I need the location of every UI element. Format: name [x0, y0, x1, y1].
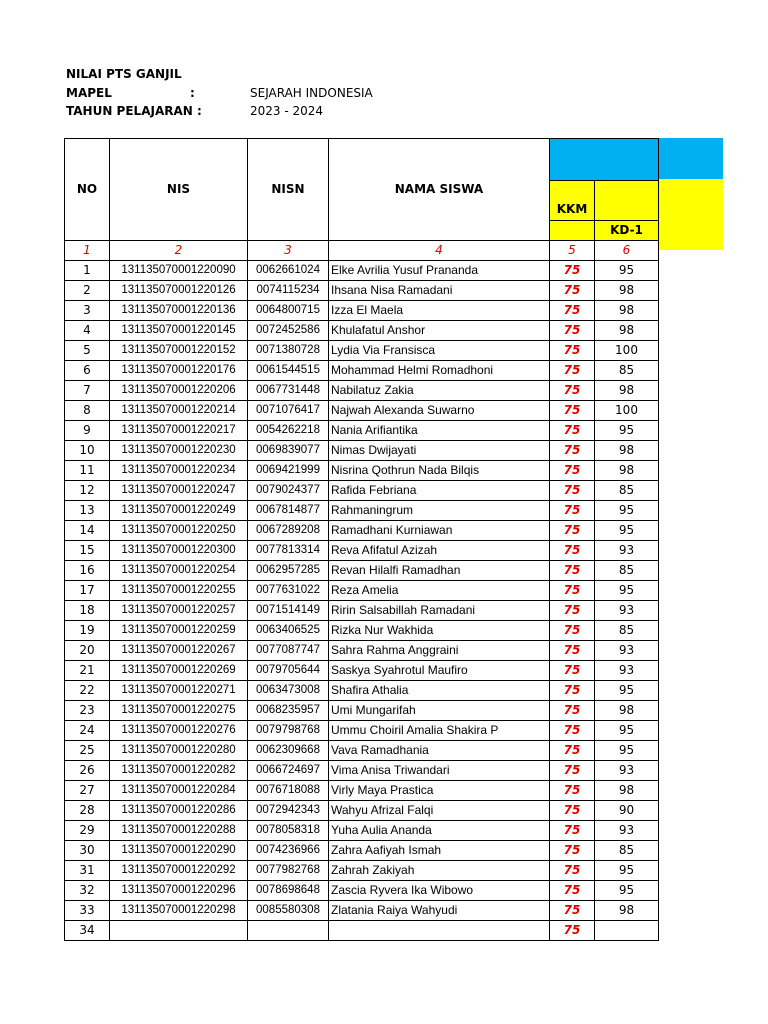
student-name-cell: Elke Avrilia Yusuf Prananda — [329, 261, 550, 281]
col-header-nisn: NISN — [248, 139, 329, 241]
index-cell: 3 — [248, 241, 329, 261]
table-row — [65, 601, 659, 621]
row-number: 13 — [65, 501, 110, 521]
nis-cell: 131135070001220280 — [110, 741, 248, 761]
table-row — [65, 721, 659, 741]
row-number: 11 — [65, 461, 110, 481]
score-cell: 95 — [595, 741, 659, 761]
student-name-cell: Khulafatul Anshor — [329, 321, 550, 341]
nis-cell: 131135070001220214 — [110, 401, 248, 421]
student-name-cell: Sahra Rahma Anggraini — [329, 641, 550, 661]
kkm-cell: 75 — [550, 501, 595, 521]
table-row — [65, 501, 659, 521]
kkm-cell: 75 — [550, 361, 595, 381]
row-number: 17 — [65, 581, 110, 601]
student-name-cell: Umi Mungarifah — [329, 701, 550, 721]
grades-table — [64, 138, 659, 941]
student-name-cell: Ramadhani Kurniawan — [329, 521, 550, 541]
student-name-cell: Zahra Aafiyah Ismah — [329, 841, 550, 861]
table-row — [65, 761, 659, 781]
nisn-cell: 0079024377 — [248, 481, 329, 501]
score-cell: 95 — [595, 881, 659, 901]
nis-cell: 131135070001220275 — [110, 701, 248, 721]
index-cell: 4 — [329, 241, 550, 261]
nisn-cell: 0064800715 — [248, 301, 329, 321]
table-row — [65, 261, 659, 281]
kkm-cell: 75 — [550, 781, 595, 801]
table-row — [65, 561, 659, 581]
nisn-cell: 0062309668 — [248, 741, 329, 761]
kkm-cell: 75 — [550, 881, 595, 901]
score-cell: 95 — [595, 861, 659, 881]
kkm-cell: 75 — [550, 801, 595, 821]
score-cell: 98 — [595, 461, 659, 481]
row-number: 16 — [65, 561, 110, 581]
student-name-cell: Reza Amelia — [329, 581, 550, 601]
nis-cell: 131135070001220269 — [110, 661, 248, 681]
nisn-cell: 0067289208 — [248, 521, 329, 541]
nis-cell: 131135070001220290 — [110, 841, 248, 861]
table-row — [65, 641, 659, 661]
nisn-cell: 0077087747 — [248, 641, 329, 661]
table-row — [65, 541, 659, 561]
nis-cell: 131135070001220259 — [110, 621, 248, 641]
table-row — [65, 821, 659, 841]
row-number: 26 — [65, 761, 110, 781]
score-cell: 95 — [595, 521, 659, 541]
kkm-cell: 75 — [550, 441, 595, 461]
row-number: 20 — [65, 641, 110, 661]
nis-cell: 131135070001220090 — [110, 261, 248, 281]
tahun-value: 2023 - 2024 — [250, 104, 324, 118]
student-name-cell — [329, 921, 550, 941]
nisn-cell: 0072942343 — [248, 801, 329, 821]
nis-cell: 131135070001220217 — [110, 421, 248, 441]
score-cell: 98 — [595, 781, 659, 801]
kkm-cell: 75 — [550, 581, 595, 601]
kkm-cell: 75 — [550, 601, 595, 621]
mapel-value: SEJARAH INDONESIA — [250, 86, 373, 100]
table-row — [65, 801, 659, 821]
nis-cell: 131135070001220247 — [110, 481, 248, 501]
score-cell: 93 — [595, 761, 659, 781]
page-title: NILAI PTS GANJIL — [66, 67, 182, 81]
student-name-cell: Yuha Aulia Ananda — [329, 821, 550, 841]
row-number: 19 — [65, 621, 110, 641]
row-number: 3 — [65, 301, 110, 321]
kkm-cell: 75 — [550, 421, 595, 441]
nis-cell — [110, 921, 248, 941]
nisn-cell: 0071514149 — [248, 601, 329, 621]
score-cell: 98 — [595, 701, 659, 721]
nis-cell: 131135070001220282 — [110, 761, 248, 781]
score-cell: 93 — [595, 661, 659, 681]
nisn-cell: 0071076417 — [248, 401, 329, 421]
nisn-cell: 0061544515 — [248, 361, 329, 381]
row-number: 28 — [65, 801, 110, 821]
table-row — [65, 861, 659, 881]
table-row — [65, 361, 659, 381]
row-number: 24 — [65, 721, 110, 741]
score-cell: 98 — [595, 441, 659, 461]
kkm-cell: 75 — [550, 321, 595, 341]
score-cell: 95 — [595, 261, 659, 281]
index-cell: 5 — [550, 241, 595, 261]
nis-cell: 131135070001220296 — [110, 881, 248, 901]
score-cell: 85 — [595, 621, 659, 641]
table-row — [65, 321, 659, 341]
score-cell: 98 — [595, 381, 659, 401]
student-name-cell: Zascia Ryvera Ika Wibowo — [329, 881, 550, 901]
student-name-cell: Zlatania Raiya Wahyudi — [329, 901, 550, 921]
table-row — [65, 521, 659, 541]
col-header-no: NO — [65, 139, 110, 241]
kkm-cell: 75 — [550, 841, 595, 861]
student-name-cell: Reva Afifatul Azizah — [329, 541, 550, 561]
table-row — [65, 621, 659, 641]
row-number: 5 — [65, 341, 110, 361]
score-cell: 98 — [595, 281, 659, 301]
table-row — [65, 281, 659, 301]
table-row — [65, 901, 659, 921]
nis-cell: 131135070001220255 — [110, 581, 248, 601]
score-cell: 95 — [595, 721, 659, 741]
score-cell: 98 — [595, 301, 659, 321]
nis-cell: 131135070001220267 — [110, 641, 248, 661]
nis-cell: 131135070001220300 — [110, 541, 248, 561]
nisn-cell: 0079705644 — [248, 661, 329, 681]
table-row — [65, 461, 659, 481]
nisn-cell: 0077631022 — [248, 581, 329, 601]
score-cell: 95 — [595, 421, 659, 441]
student-name-cell: Vima Anisa Triwandari — [329, 761, 550, 781]
nisn-cell: 0071380728 — [248, 341, 329, 361]
nis-cell: 131135070001220145 — [110, 321, 248, 341]
kkm-cell: 75 — [550, 341, 595, 361]
table-row — [65, 881, 659, 901]
nis-cell: 131135070001220234 — [110, 461, 248, 481]
col-header-nama: NAMA SISWA — [329, 139, 550, 241]
score-cell: 85 — [595, 841, 659, 861]
col-header-kd1: KD-1 — [595, 221, 659, 241]
nis-cell: 131135070001220206 — [110, 381, 248, 401]
score-cell: 100 — [595, 401, 659, 421]
nis-cell: 131135070001220136 — [110, 301, 248, 321]
student-name-cell: Ummu Choiril Amalia Shakira P — [329, 721, 550, 741]
table-row — [65, 441, 659, 461]
index-cell: 6 — [595, 241, 659, 261]
nisn-cell: 0079798768 — [248, 721, 329, 741]
nis-cell: 131135070001220230 — [110, 441, 248, 461]
nisn-cell: 0063406525 — [248, 621, 329, 641]
nisn-cell: 0069421999 — [248, 461, 329, 481]
nis-cell: 131135070001220298 — [110, 901, 248, 921]
row-number: 12 — [65, 481, 110, 501]
row-number: 4 — [65, 321, 110, 341]
score-cell: 100 — [595, 341, 659, 361]
table-row — [65, 301, 659, 321]
col-header-nis: NIS — [110, 139, 248, 241]
row-number: 27 — [65, 781, 110, 801]
nisn-cell: 0068235957 — [248, 701, 329, 721]
kkm-cell: 75 — [550, 401, 595, 421]
kkm-cell: 75 — [550, 861, 595, 881]
kkm-cell: 75 — [550, 281, 595, 301]
nisn-cell: 0062661024 — [248, 261, 329, 281]
nisn-cell: 0085580308 — [248, 901, 329, 921]
row-number: 1 — [65, 261, 110, 281]
nisn-cell: 0066724697 — [248, 761, 329, 781]
kkm-cell: 75 — [550, 641, 595, 661]
row-number: 18 — [65, 601, 110, 621]
header-extension-blue — [659, 138, 723, 179]
student-name-cell: Lydia Via Fransisca — [329, 341, 550, 361]
score-cell: 90 — [595, 801, 659, 821]
row-number: 7 — [65, 381, 110, 401]
row-number: 6 — [65, 361, 110, 381]
row-number: 33 — [65, 901, 110, 921]
kkm-cell: 75 — [550, 461, 595, 481]
table-row — [65, 681, 659, 701]
nis-cell: 131135070001220284 — [110, 781, 248, 801]
kkm-cell: 75 — [550, 261, 595, 281]
score-cell: 93 — [595, 821, 659, 841]
score-cell: 85 — [595, 361, 659, 381]
table-row — [65, 781, 659, 801]
col-header-kkm: KKM — [550, 181, 595, 221]
tahun-label: TAHUN PELAJARAN : — [66, 104, 202, 118]
nis-cell: 131135070001220176 — [110, 361, 248, 381]
score-cell: 93 — [595, 601, 659, 621]
nisn-cell: 0076718088 — [248, 781, 329, 801]
score-cell: 93 — [595, 641, 659, 661]
table-row — [65, 661, 659, 681]
nisn-cell: 0078058318 — [248, 821, 329, 841]
table-row — [65, 921, 659, 941]
kkm-cell: 75 — [550, 521, 595, 541]
table-row — [65, 401, 659, 421]
student-name-cell: Nimas Dwijayati — [329, 441, 550, 461]
student-name-cell: Rizka Nur Wakhida — [329, 621, 550, 641]
student-name-cell: Mohammad Helmi Romadhoni — [329, 361, 550, 381]
nis-cell: 131135070001220126 — [110, 281, 248, 301]
nisn-cell: 0069839077 — [248, 441, 329, 461]
nis-cell: 131135070001220292 — [110, 861, 248, 881]
row-number: 25 — [65, 741, 110, 761]
kkm-cell: 75 — [550, 661, 595, 681]
student-name-cell: Shafira Athalia — [329, 681, 550, 701]
header-yellow-cell — [595, 181, 659, 221]
student-name-cell: Rafida Febriana — [329, 481, 550, 501]
nis-cell: 131135070001220250 — [110, 521, 248, 541]
table-row — [65, 841, 659, 861]
row-number: 32 — [65, 881, 110, 901]
nisn-cell: 0062957285 — [248, 561, 329, 581]
student-name-cell: Wahyu Afrizal Falqi — [329, 801, 550, 821]
index-cell: 1 — [65, 241, 110, 261]
student-name-cell: Nania Arifiantika — [329, 421, 550, 441]
kkm-cell: 75 — [550, 561, 595, 581]
row-number: 15 — [65, 541, 110, 561]
nis-cell: 131135070001220254 — [110, 561, 248, 581]
student-name-cell: Rahmaningrum — [329, 501, 550, 521]
score-cell: 85 — [595, 561, 659, 581]
student-name-cell: Ririn Salsabillah Ramadani — [329, 601, 550, 621]
row-number: 9 — [65, 421, 110, 441]
nisn-cell: 0054262218 — [248, 421, 329, 441]
score-cell: 93 — [595, 541, 659, 561]
nisn-cell — [248, 921, 329, 941]
table-row — [65, 421, 659, 441]
kkm-cell: 75 — [550, 541, 595, 561]
nisn-cell: 0078698648 — [248, 881, 329, 901]
mapel-label: MAPEL — [66, 86, 112, 100]
header-blue-band — [550, 139, 659, 181]
nis-cell: 131135070001220257 — [110, 601, 248, 621]
kkm-cell: 75 — [550, 921, 595, 941]
row-number: 21 — [65, 661, 110, 681]
nisn-cell: 0074236966 — [248, 841, 329, 861]
nis-cell: 131135070001220288 — [110, 821, 248, 841]
row-number: 10 — [65, 441, 110, 461]
score-cell: 98 — [595, 901, 659, 921]
kkm-cell: 75 — [550, 681, 595, 701]
kkm-cell: 75 — [550, 741, 595, 761]
student-name-cell: Nabilatuz Zakia — [329, 381, 550, 401]
nis-cell: 131135070001220276 — [110, 721, 248, 741]
row-number: 30 — [65, 841, 110, 861]
student-name-cell: Ihsana Nisa Ramadani — [329, 281, 550, 301]
score-cell — [595, 921, 659, 941]
row-number: 34 — [65, 921, 110, 941]
student-name-cell: Vava Ramadhania — [329, 741, 550, 761]
nisn-cell: 0074115234 — [248, 281, 329, 301]
student-name-cell: Najwah Alexanda Suwarno — [329, 401, 550, 421]
student-name-cell: Revan Hilalfi Ramadhan — [329, 561, 550, 581]
kkm-cell: 75 — [550, 761, 595, 781]
row-number: 2 — [65, 281, 110, 301]
kkm-cell: 75 — [550, 481, 595, 501]
nisn-cell: 0067814877 — [248, 501, 329, 521]
nis-cell: 131135070001220286 — [110, 801, 248, 821]
table-row — [65, 381, 659, 401]
score-cell: 95 — [595, 681, 659, 701]
row-number: 22 — [65, 681, 110, 701]
kkm-cell: 75 — [550, 301, 595, 321]
student-name-cell: Zahrah Zakiyah — [329, 861, 550, 881]
kkm-cell: 75 — [550, 821, 595, 841]
mapel-colon: : — [190, 86, 195, 100]
header-extension-yellow — [659, 179, 723, 250]
row-number: 8 — [65, 401, 110, 421]
row-number: 14 — [65, 521, 110, 541]
nisn-cell: 0067731448 — [248, 381, 329, 401]
score-cell: 85 — [595, 481, 659, 501]
nis-cell: 131135070001220271 — [110, 681, 248, 701]
kkm-header-fill — [550, 221, 595, 241]
score-cell: 98 — [595, 321, 659, 341]
score-cell: 95 — [595, 581, 659, 601]
nisn-cell: 0077982768 — [248, 861, 329, 881]
index-cell: 2 — [110, 241, 248, 261]
student-name-cell: Izza El Maela — [329, 301, 550, 321]
row-number: 23 — [65, 701, 110, 721]
row-number: 31 — [65, 861, 110, 881]
nisn-cell: 0063473008 — [248, 681, 329, 701]
kkm-cell: 75 — [550, 721, 595, 741]
score-cell: 95 — [595, 501, 659, 521]
row-number: 29 — [65, 821, 110, 841]
student-name-cell: Saskya Syahrotul Maufiro — [329, 661, 550, 681]
table-row — [65, 341, 659, 361]
kkm-cell: 75 — [550, 701, 595, 721]
table-row — [65, 481, 659, 501]
nisn-cell: 0072452586 — [248, 321, 329, 341]
nisn-cell: 0077813314 — [248, 541, 329, 561]
nis-cell: 131135070001220152 — [110, 341, 248, 361]
nis-cell: 131135070001220249 — [110, 501, 248, 521]
table-row — [65, 701, 659, 721]
kkm-cell: 75 — [550, 381, 595, 401]
student-name-cell: Virly Maya Prastica — [329, 781, 550, 801]
kkm-cell: 75 — [550, 901, 595, 921]
kkm-cell: 75 — [550, 621, 595, 641]
table-row — [65, 581, 659, 601]
table-row — [65, 741, 659, 761]
student-name-cell: Nisrina Qothrun Nada Bilqis — [329, 461, 550, 481]
